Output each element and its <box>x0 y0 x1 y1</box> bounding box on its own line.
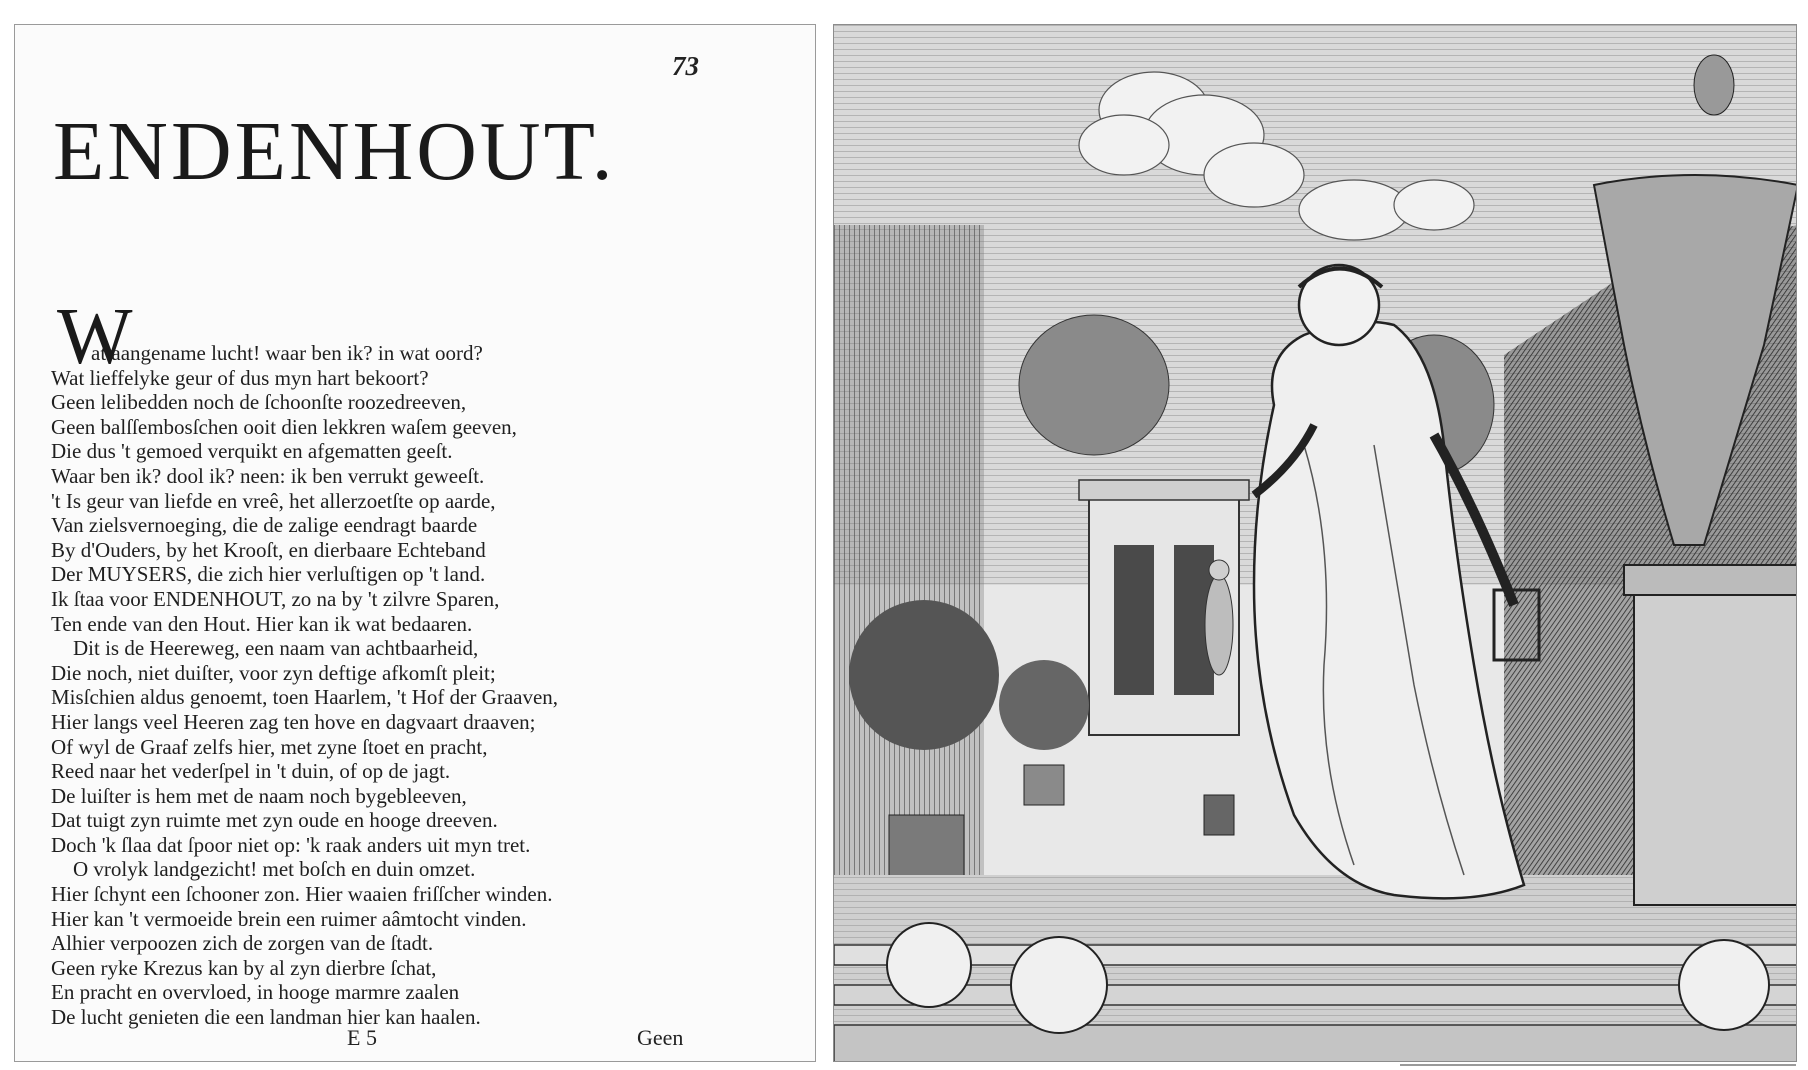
poem-line: En pracht en overvloed, in hooge marmre zaalen <box>51 980 460 1005</box>
illustration-panel <box>833 24 1797 1062</box>
poem-line: Van zielsvernoeging, die de zalige eendragt baarde <box>51 513 478 538</box>
catchword: Geen <box>637 1025 684 1050</box>
poem-line: Ten ende van den Hout. Hier kan ik wat bedaaren. <box>51 611 473 636</box>
poem-line: at aangename lucht! waar ben ik? in wat oord? <box>91 341 483 365</box>
poem-line: Dat tuigt zyn ruimte met zyn oude en hooge dreeven. <box>51 808 498 833</box>
poem-line: Hier ſchynt een ſchooner zon. Hier waaien friſſcher winden. <box>51 882 553 907</box>
poem-line: Doch 'k ſlaa dat ſpoor niet op: 'k raak anders uit myn tret. <box>51 832 531 857</box>
left-page <box>14 24 816 1062</box>
poem-line: Hier langs veel Heeren zag ten hove en dagvaart draaven; <box>51 709 536 734</box>
poem-line: Geen balſſembosſchen ooit dien lekkren waſem geeven, <box>51 414 517 439</box>
poem-line: De luiſter is hem met de naam noch bygebleeven, <box>51 783 467 808</box>
poem-line: Wat lieffelyke geur of dus myn hart bekoort? <box>51 365 429 390</box>
poem-line: Dit is de Heereweg, een naam van achtbaarheid, <box>73 636 479 661</box>
poem-line: Der MUYSERS, die zich hier verluſtigen op 't land. <box>51 562 486 587</box>
poem-line: Die dus 't gemoed verquikt en afgematten geeſt. <box>51 439 453 464</box>
page-title: ENDENHOUT. <box>53 105 616 198</box>
poem-line: 't Is geur van liefde en vreê, het allerzoetſte op aarde, <box>51 488 496 513</box>
page-number: 73 <box>672 51 699 81</box>
poem-line: Of wyl de Graaf zelfs hier, met zyne ſtoet en pracht, <box>51 734 488 759</box>
poem-line: Geen ryke Krezus kan by al zyn dierbre ſchat, <box>51 955 437 980</box>
poem-line: Waar ben ik? dool ik? neen: ik ben verrukt geweeſt. <box>51 463 485 488</box>
signature-mark: E 5 <box>347 1025 377 1050</box>
engraving-illustration <box>834 25 1797 1062</box>
poem-line: By d'Ouders, by het Krooſt, en dierbaare Echteband <box>51 537 486 562</box>
divider-line <box>1400 1064 1796 1066</box>
poem-line: Ik ſtaa voor ENDENHOUT, zo na by 't zilvre Sparen, <box>51 586 500 611</box>
poem-line: Hier kan 't vermoeide brein een ruimer aâmtocht vinden. <box>51 906 527 931</box>
poem-line: Die noch, niet duiſter, voor zyn deftige afkomſt pleit; <box>51 660 496 685</box>
steps <box>834 945 1797 1062</box>
poem-text <box>51 341 791 1030</box>
drop-cap: W <box>57 293 133 381</box>
poem-line: De lucht genieten die een landman hier kan haalen. <box>51 1005 481 1030</box>
poem-line: Geen lelibedden noch de ſchoonſte roozedreeven, <box>51 390 467 415</box>
poem-line: Alhier verpoozen zich de zorgen van de ſtadt. <box>51 931 434 956</box>
poem-line: Reed naar het vederſpel in 't duin, of op de jagt. <box>51 759 451 784</box>
poem-line: O vrolyk landgezicht! met boſch en duin omzet. <box>73 857 476 882</box>
poem-line: Misſchien aldus genoemt, toen Haarlem, 't Hof der Graaven, <box>51 685 559 710</box>
